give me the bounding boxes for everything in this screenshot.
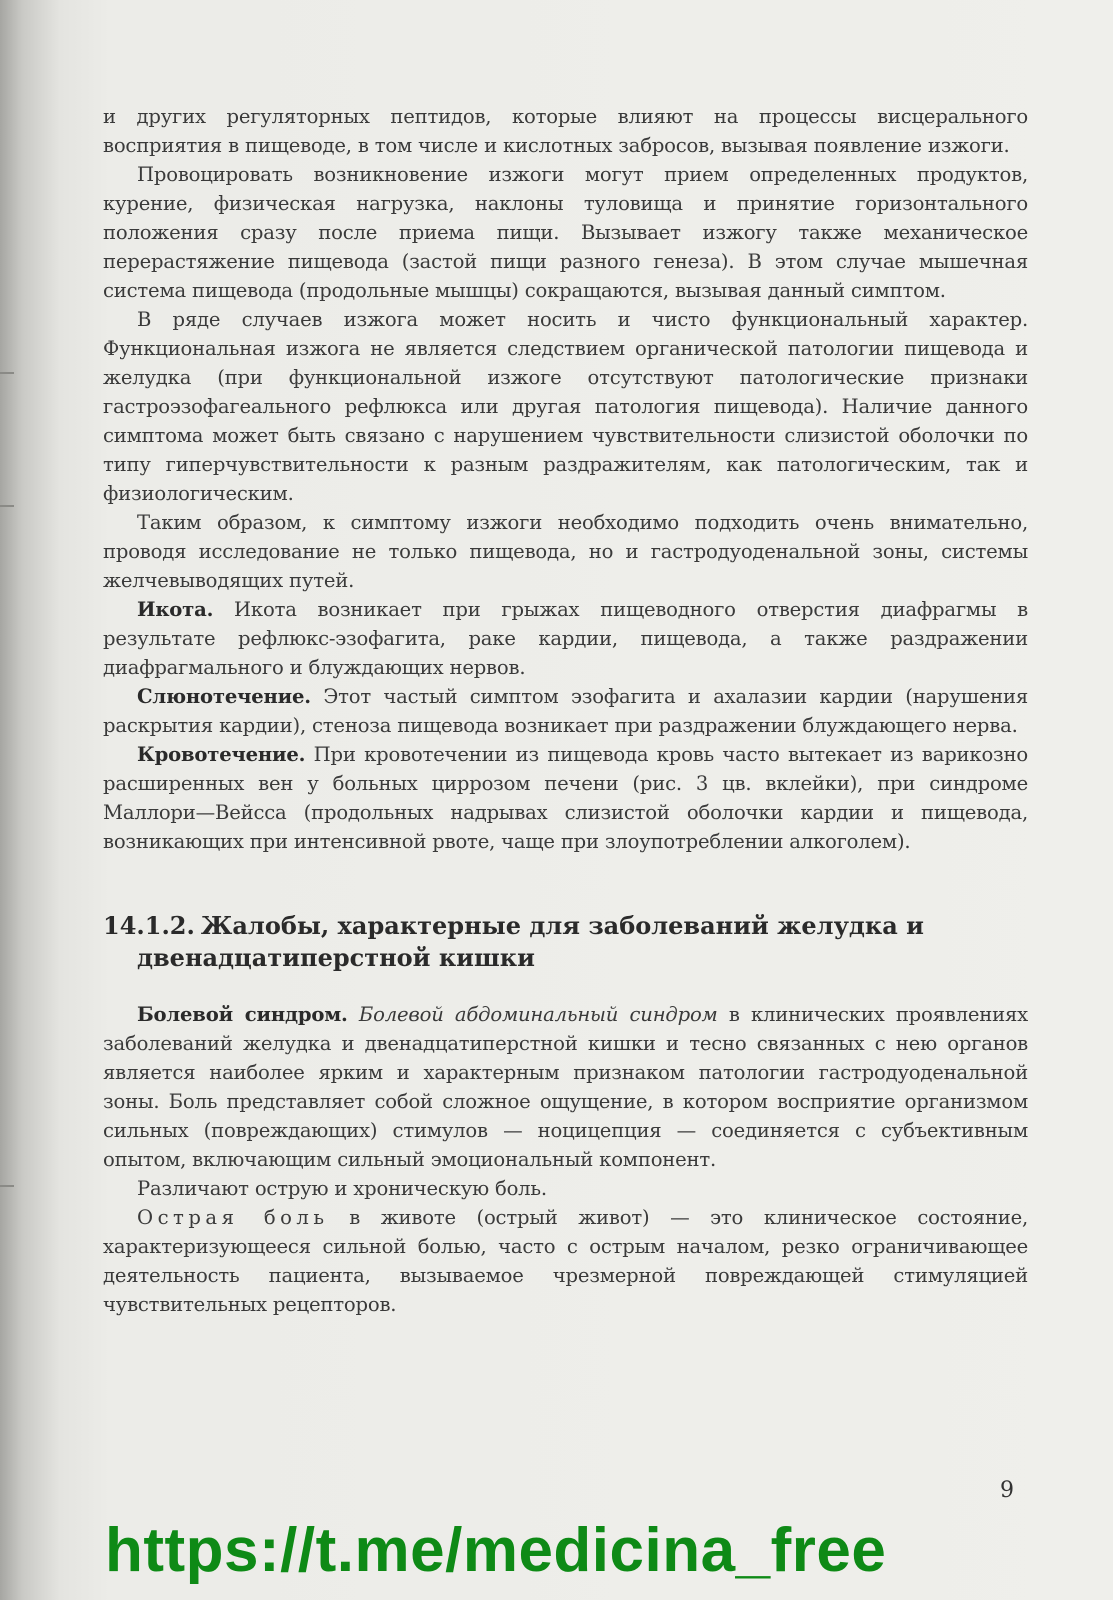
paragraph-text: Икота возникает при грыжах пищеводного отверстия диафрагмы в результате рефлюкс-эзофагита, раке кардии, пищевода, а также раздражении диафрагмального и блуждающих нервов.	[103, 598, 1028, 679]
paragraph	[103, 1174, 1028, 1203]
page-body	[103, 102, 1028, 1319]
section-number: 14.1.2.	[103, 911, 195, 940]
page-edge-mark	[0, 505, 14, 507]
paragraph	[103, 508, 1028, 595]
paragraph-text: в животе (острый живот) — это клиническое состояние, характеризующееся сильной болью, часто с острым началом, резко ограничивающее деятельность пациента, вызываемое чрезмерной повреждающей стимуляцией чувствительных рецепторов.	[103, 1206, 1028, 1316]
term-label: Болевой синдром.	[137, 1003, 348, 1026]
term-label: Кровотечение.	[137, 743, 306, 766]
page-edge-mark	[0, 1185, 14, 1187]
paragraph-text: В ряде случаев изжога может носить и чисто функциональный характер. Функциональная изжога не является следствием органической патологии пищевода и желудка (при функциональной изжоге отсутствуют патологические признаки гастроэзофагеального рефлюкса или другая патология пищевода). Наличие данного симптома может быть связано с нарушением чувствительности слизистой оболочки по типу гиперчувствительности к разным раздражителям, как патологическим, так и физиологическим.	[103, 308, 1028, 505]
paragraph-text: Провоцировать возникновение изжоги могут прием определенных продуктов, курение, физическая нагрузка, наклоны туловища и принятие горизонтального положения сразу после приема пищи. Вызывает изжогу также механическое перерастяжение пищевода (застой пищи разного генеза). В этом случае мышечная система пищевода (продольные мышцы) сокращаются, вызывая данный симптом.	[103, 163, 1028, 302]
page-edge-mark	[0, 372, 14, 374]
spaced-term: Острая боль	[137, 1206, 329, 1229]
watermark-link[interactable]: https://t.me/medicina_free	[105, 1516, 887, 1585]
paragraph-acute-pain	[103, 1203, 1028, 1319]
paragraph-pain-syndrome	[103, 1000, 1028, 1174]
paragraph-text: Этот частый симптом эзофагита и ахалазии кардии (нарушения раскрытия кардии), стеноза пищевода возникает при раздражении блуждающего нерва.	[103, 685, 1028, 737]
term-label: Слюнотечение.	[137, 685, 311, 708]
page-number: 9	[1000, 1478, 1014, 1503]
paragraph-text: и других регуляторных пептидов, которые влияют на процессы висцерального восприятия в пищеводе, в том числе и кислотных забросов, вызывая появление изжоги.	[103, 105, 1028, 157]
section-title: Жалобы, характерные для заболеваний желудка и двенадцатиперстной кишки	[137, 911, 924, 972]
paragraph	[103, 160, 1028, 305]
paragraph	[103, 102, 1028, 160]
paragraph	[103, 305, 1028, 508]
italic-term: Болевой абдоминальный синдром	[347, 1003, 718, 1026]
paragraph-text: При кровотечении из пищевода кровь часто вытекает из варикозно расширенных вен у больных циррозом печени (рис. 3 цв. вклейки), при синдроме Маллори—Вейсса (продольных надрывах слизистой оболочки кардии и пищевода, возникающих при интенсивной рвоте, чаще при злоупотреблении алкоголем).	[103, 743, 1028, 853]
section-heading	[103, 910, 1028, 974]
paragraph-text: Различают острую и хроническую боль.	[137, 1177, 547, 1200]
paragraph-text: в клинических проявлениях заболеваний желудка и двенадцатиперстной кишки и тесно связанных с нею органов является наиболее ярким и характерным признаком патологии гастродуоденальной зоны. Боль представляет собой сложное ощущение, в котором восприятие организмом сильных (повреждающих) стимулов — ноцицепция — соединяется с субъективным опытом, включающим сильный эмоциональный компонент.	[103, 1003, 1028, 1171]
paragraph-salivation	[103, 682, 1028, 740]
paragraph-bleeding	[103, 740, 1028, 856]
paragraph-text: Таким образом, к симптому изжоги необходимо подходить очень внимательно, проводя исследование не только пищевода, но и гастродуоденальной зоны, системы желчевыводящих путей.	[103, 511, 1028, 592]
term-label: Икота.	[137, 598, 214, 621]
paragraph-hiccups	[103, 595, 1028, 682]
